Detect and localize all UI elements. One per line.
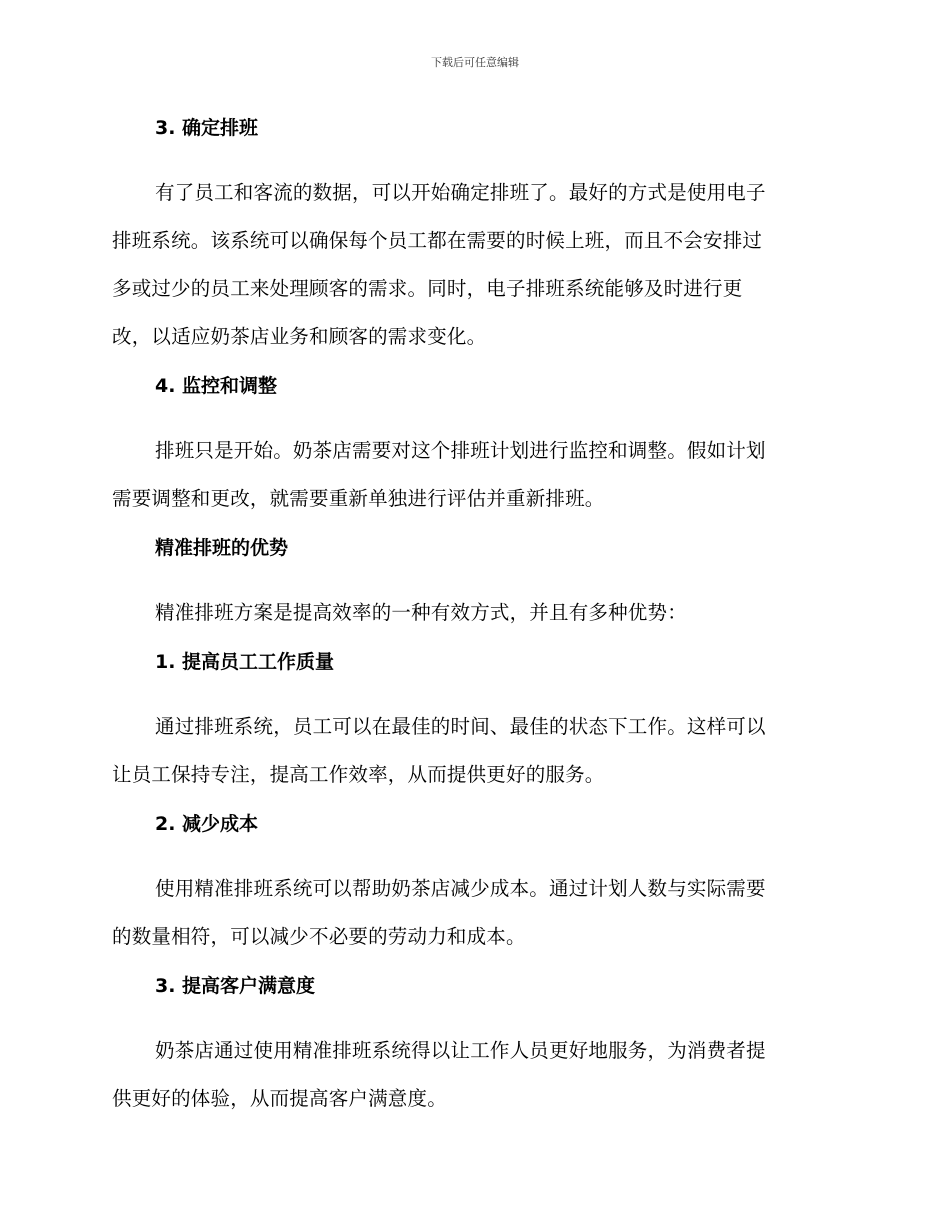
document-body <box>112 111 834 1131</box>
paragraph-line: 通过排班系统，员工可以在最佳的时间、最佳的状态下工作。这样可以 <box>155 715 766 738</box>
section-heading: 3. 确定排班 <box>155 117 259 139</box>
paragraph <box>112 427 834 523</box>
paragraph <box>112 169 834 361</box>
paragraph-line: 有了员工和客流的数据，可以开始确定排班了。最好的方式是使用电子 <box>155 181 766 204</box>
section-heading: 4. 监控和调整 <box>155 375 278 397</box>
paragraph-line: 供更好的体验，从而提高客户满意度。 <box>112 1087 447 1110</box>
page-header: 下载后可任意编辑 <box>431 56 519 69</box>
paragraph <box>112 703 834 799</box>
paragraph-line: 奶茶店通过使用精准排班系统得以让工作人员更好地服务，为消费者提 <box>155 1039 766 1062</box>
paragraph-line: 改，以适应奶茶店业务和顾客的需求变化。 <box>112 325 487 348</box>
paragraph-line: 精准排班方案是提高效率的一种有效方式，并且有多种优势： <box>155 601 687 624</box>
paragraph <box>112 589 834 637</box>
section-heading: 1. 提高员工工作质量 <box>155 651 335 673</box>
paragraph-line: 让员工保持专注，提高工作效率，从而提供更好的服务。 <box>112 763 605 786</box>
section-heading: 3. 提高客户满意度 <box>155 975 316 997</box>
section-heading: 精准排班的优势 <box>155 537 289 559</box>
paragraph-line: 的数量相符，可以减少不必要的劳动力和成本。 <box>112 925 526 948</box>
paragraph-line: 需要调整和更改，就需要重新单独进行评估并重新排班。 <box>112 487 605 510</box>
paragraph-line: 多或过少的员工来处理顾客的需求。同时，电子排班系统能够及时进行更 <box>112 277 743 300</box>
paragraph <box>112 865 834 961</box>
section-heading: 2. 减少成本 <box>155 813 259 835</box>
paragraph-line: 排班系统。该系统可以确保每个员工都在需要的时候上班，而且不会安排过 <box>112 229 763 252</box>
paragraph <box>112 1027 834 1123</box>
paragraph-line: 使用精准排班系统可以帮助奶茶店减少成本。通过计划人数与实际需要 <box>155 877 766 900</box>
paragraph-line: 排班只是开始。奶茶店需要对这个排班计划进行监控和调整。假如计划 <box>155 439 766 462</box>
